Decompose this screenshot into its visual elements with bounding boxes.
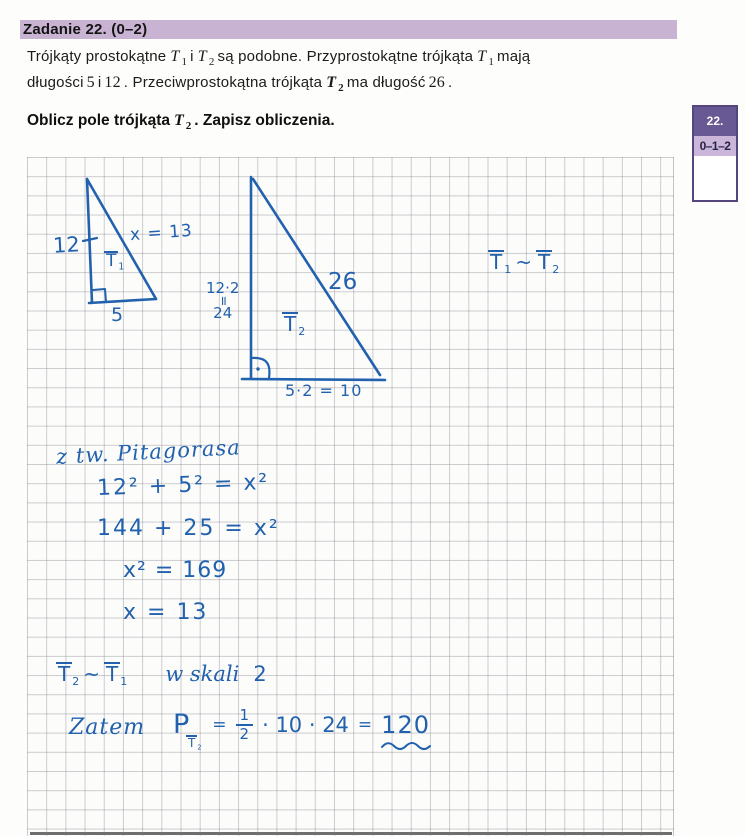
- problem-line-2: [27, 74, 452, 94]
- similarity-statement-top: T 1 ~ T 2: [490, 250, 560, 276]
- math-subscript: 2: [185, 120, 192, 132]
- similarity-symbols: T 2 ~ T 1: [58, 662, 128, 688]
- length-value-26: 26: [428, 74, 445, 91]
- length-value-12: 12: [104, 74, 121, 91]
- one-half-fraction: $\frac{1}{2}$: [236, 707, 254, 742]
- t1-triangle-name: T 1: [106, 251, 125, 273]
- equation-x-value: x = 13: [123, 600, 209, 625]
- problem-line-1: [27, 48, 530, 68]
- score-box-task-number: 22.: [694, 107, 736, 136]
- instruction-text: . Zapisz obliczenia.: [194, 112, 335, 129]
- math-subscript: 1: [488, 56, 495, 68]
- t1-leg-label: 12: [52, 232, 81, 258]
- score-box-empty-cell: [694, 156, 736, 200]
- leg-scaling-calculation: 12·2 = 24: [206, 279, 240, 322]
- problem-text: są podobne. Przyprostokątne trójkąta: [217, 48, 474, 65]
- page-bottom-edge: [30, 832, 672, 835]
- rotated-equals-sign: =: [215, 295, 231, 307]
- t1-hypotenuse-label: x = 13: [129, 220, 194, 246]
- right-angle-dot: [256, 367, 259, 370]
- pythagoras-heading: z tw. Pitagorasa: [55, 435, 242, 469]
- multiplication-factors: · 10 · 24: [262, 712, 349, 737]
- final-result: 120: [381, 711, 430, 739]
- task-header-bar: [20, 20, 677, 39]
- area-formula: [173, 706, 430, 752]
- problem-text: Trójkąty prostokątne: [27, 48, 167, 65]
- equation-sum: 144 + 25 = x²: [97, 516, 280, 541]
- t1-base-label: 5: [111, 304, 124, 326]
- t2-triangle-name: T 2: [284, 312, 306, 338]
- math-symbol-t2: T: [173, 112, 184, 129]
- problem-text: i: [190, 48, 194, 65]
- score-box: [692, 105, 738, 202]
- math-symbol-t2: T: [326, 74, 337, 91]
- task-header-label: Zadanie 22. (0–2): [23, 21, 148, 38]
- math-subscript: 2: [338, 82, 344, 94]
- problem-text: długości: [27, 74, 84, 91]
- math-subscript: 1: [181, 56, 188, 68]
- similarity-statement-bottom: [56, 662, 267, 688]
- conclusion-word: Zatem: [69, 715, 146, 740]
- equals-sign: =: [357, 714, 373, 735]
- instruction-text: Oblicz pole trójkąta: [27, 112, 170, 129]
- problem-text: ma długość: [346, 74, 426, 91]
- triangle-t2-drawing: [242, 177, 385, 380]
- p-subscript-t2: T 2: [188, 736, 202, 752]
- t2-base-label: 5·2 = 10: [285, 381, 363, 400]
- area-symbol-p: P T 2: [173, 709, 202, 752]
- t2-hypotenuse-label: 26: [328, 269, 358, 295]
- math-subscript: 2: [208, 56, 215, 68]
- problem-text: . Przeciwprostokątna trójkąta: [123, 74, 323, 91]
- result-underline-squiggle: [380, 740, 434, 750]
- score-box-points-scale: 0–1–2: [694, 136, 736, 156]
- task-instruction: [27, 112, 335, 132]
- scale-text: w skali: [165, 662, 240, 686]
- equation-squares: 12² + 5² = x²: [96, 470, 270, 501]
- math-symbol-t1: T: [170, 48, 180, 65]
- problem-text: .: [448, 74, 453, 91]
- scale-value: 2: [253, 662, 267, 686]
- problem-text: mają: [497, 48, 531, 65]
- math-symbol-t2: T: [197, 48, 207, 65]
- equals-sign: =: [212, 714, 227, 735]
- graph-paper-area: [27, 157, 674, 836]
- problem-text: i: [97, 74, 102, 91]
- math-symbol-t1: T: [477, 48, 487, 65]
- length-value-5: 5: [86, 74, 95, 91]
- equation-x-squared: x² = 169: [123, 558, 228, 583]
